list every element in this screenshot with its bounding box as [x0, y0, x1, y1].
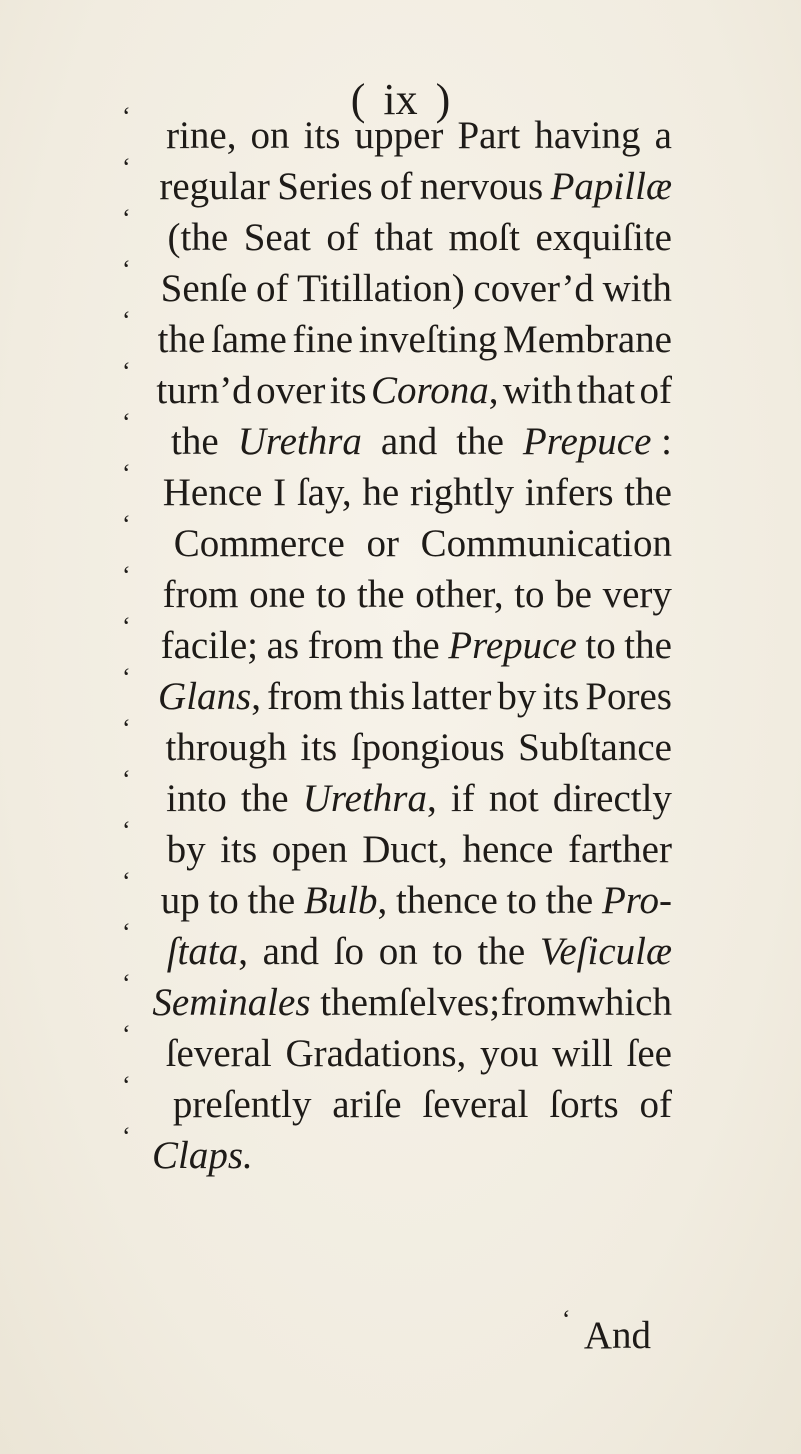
- text-line: ‘ facile; as from the Prepuce to the: [122, 612, 672, 667]
- quote-mark: ‘: [122, 714, 131, 743]
- text-line: ‘ from one to the other, to be very: [122, 561, 672, 616]
- text-line: ‘ (the Seat of that moſt exquiſite: [122, 204, 672, 259]
- text-line: ‘ ſtata, and ſo on to the Veſiculæ: [122, 918, 672, 973]
- text-line: ‘ into the Urethra, if not directly: [122, 765, 672, 820]
- quote-mark: ‘: [122, 765, 131, 794]
- text-line: ‘ Senſe of Titillation) cover’d with: [122, 255, 672, 310]
- quote-mark: ‘: [561, 1305, 571, 1334]
- quote-mark: ‘: [122, 408, 131, 437]
- quote-mark: ‘: [122, 255, 131, 284]
- text-line: ‘ through its ſpongious Subſtance: [122, 714, 672, 769]
- folio-number: ix: [383, 75, 418, 124]
- text-line: ‘ the Urethra and the Prepuce :: [122, 408, 672, 463]
- text-line: ‘ Seminales themſelves; from which: [122, 969, 672, 1024]
- quote-mark: ‘: [122, 561, 131, 590]
- text-line: ‘ Hence I ſay, he rightly infers the: [122, 459, 672, 514]
- quote-mark: ‘: [122, 663, 131, 692]
- text-line: ‘ Glans, from this latter by its Pores: [122, 663, 672, 718]
- quote-mark: ‘: [122, 459, 131, 488]
- quote-mark: ‘: [122, 1071, 131, 1100]
- quote-mark: ‘: [122, 1122, 131, 1151]
- quote-mark: ‘: [122, 102, 131, 131]
- text-line: ‘ by its open Duct, hence farther: [122, 816, 672, 871]
- catchword-text: And: [583, 1314, 651, 1357]
- quote-mark: ‘: [122, 918, 131, 947]
- text-line: ‘ regular Series of nervous Papillæ: [122, 153, 672, 208]
- catchword: [561, 1305, 651, 1361]
- body-text: [122, 102, 672, 1181]
- quote-mark: ‘: [122, 153, 131, 182]
- folio-open-paren: (: [350, 75, 366, 124]
- text-line: ‘ Claps.: [122, 1122, 253, 1177]
- quote-mark: ‘: [122, 969, 131, 998]
- quote-mark: ‘: [122, 510, 131, 539]
- quote-mark: ‘: [122, 867, 131, 896]
- text-line: ‘ up to the Bulb, thence to the Pro-: [122, 867, 672, 922]
- quote-mark: ‘: [122, 612, 131, 641]
- quote-mark: ‘: [122, 1020, 131, 1049]
- text-line: ‘ the ſame fine inveſting Membrane: [122, 306, 672, 361]
- quote-mark: ‘: [122, 816, 131, 845]
- folio-close-paren: ): [435, 75, 451, 124]
- text-line: ‘ Commerce or Communication: [122, 510, 672, 565]
- text-line: ‘ preſently ariſe ſeveral ſorts of: [122, 1071, 672, 1126]
- quote-mark: ‘: [122, 306, 131, 335]
- quote-mark: ‘: [122, 357, 131, 386]
- text-line: ‘ rine, on its upper Part having a: [122, 102, 672, 157]
- quote-mark: ‘: [122, 204, 131, 233]
- text-line: ‘ ſeveral Gradations, you will ſee: [122, 1020, 672, 1075]
- text-line: ‘ turn’d over its Corona, with that of: [122, 357, 672, 412]
